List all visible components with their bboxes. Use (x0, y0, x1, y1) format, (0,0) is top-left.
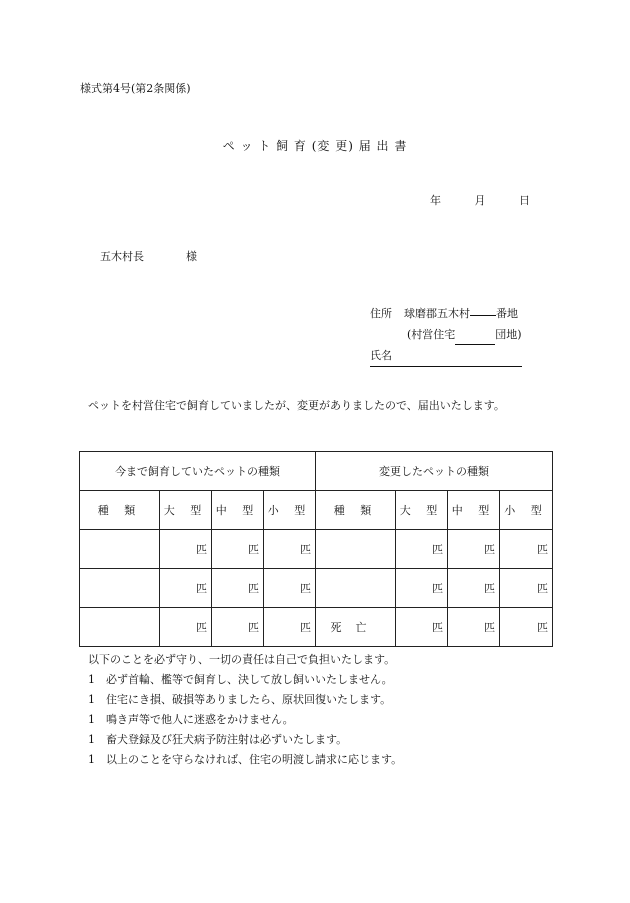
list-item: 1 以上のことを守らなければ、住宅の明渡し請求に応じます。 (88, 753, 403, 766)
count-cell[interactable]: 匹 (212, 608, 264, 647)
date-year-label: 年 (430, 194, 441, 207)
list-item: 1 鳴き声等で他人に迷惑をかけません。 (88, 713, 294, 726)
col-before-large: 大 型 (160, 491, 212, 530)
count-cell[interactable]: 匹 (448, 530, 500, 569)
count-cell[interactable]: 匹 (264, 608, 316, 647)
notes (88, 650, 402, 770)
before-header: 今まで飼育していたペットの種類 (80, 452, 316, 491)
notes-intro: 以下のことを必ず守り、一切の責任は自己で負担いたします。 (88, 653, 396, 666)
address-number-blank[interactable] (470, 303, 496, 316)
housing-line (370, 324, 522, 345)
col-before-medium: 中 型 (212, 491, 264, 530)
after-header: 変更したペットの種類 (316, 452, 553, 491)
before-kind-cell[interactable] (80, 569, 160, 608)
count-cell[interactable]: 匹 (500, 530, 553, 569)
address-line (370, 303, 522, 324)
addressee-honorific: 様 (186, 250, 197, 263)
list-item: 1 必ず首輪、檻等で飼育し、決して放し飼いいたしません。 (88, 673, 393, 686)
pet-table (79, 451, 553, 647)
count-cell[interactable]: 匹 (396, 608, 448, 647)
name-field[interactable] (370, 345, 522, 367)
count-cell[interactable]: 匹 (396, 569, 448, 608)
before-kind-cell[interactable] (80, 608, 160, 647)
date-day-label: 日 (519, 194, 530, 207)
document-title: ペ ッ ト 飼 育 (変 更) 届 出 書 (222, 139, 408, 153)
count-cell[interactable]: 匹 (396, 530, 448, 569)
statement-text: ペットを村営住宅で飼育していましたが、変更がありましたので、届出いたします。 (88, 399, 505, 412)
list-item: 1 畜犬登録及び狂犬病予防注射は必ずいたします。 (88, 733, 348, 746)
housing-close: 団地) (495, 328, 522, 341)
table-row (80, 530, 553, 569)
col-after-medium: 中 型 (448, 491, 500, 530)
table-row (80, 608, 553, 647)
count-cell[interactable]: 匹 (448, 569, 500, 608)
housing-open: (村営住宅 (407, 328, 456, 341)
count-cell[interactable]: 匹 (500, 569, 553, 608)
name-label: 氏名 (370, 349, 392, 362)
count-cell[interactable]: 匹 (160, 569, 212, 608)
before-kind-cell[interactable] (80, 530, 160, 569)
address-label: 住所 (370, 307, 392, 320)
after-kind-cell[interactable]: 死亡 (316, 608, 396, 647)
addressee (100, 248, 197, 264)
name-line (370, 345, 522, 367)
count-cell[interactable]: 匹 (500, 608, 553, 647)
after-kind-cell[interactable] (316, 569, 396, 608)
col-after-large: 大 型 (396, 491, 448, 530)
table-row (80, 569, 553, 608)
address-prefix: 球磨郡五木村 (404, 307, 470, 320)
col-after-small: 小 型 (500, 491, 553, 530)
count-cell[interactable]: 匹 (212, 569, 264, 608)
addressee-name: 五木村長 (100, 250, 144, 263)
form-number: 様式第4号(第2条関係) (80, 82, 191, 95)
date-line (430, 192, 530, 208)
col-before-small: 小 型 (264, 491, 316, 530)
count-cell[interactable]: 匹 (264, 530, 316, 569)
after-kind-cell[interactable] (316, 530, 396, 569)
count-cell[interactable]: 匹 (212, 530, 264, 569)
address-suffix: 番地 (496, 307, 518, 320)
list-item: 1 住宅にき損、破損等ありましたら、原状回復いたします。 (88, 693, 392, 706)
count-cell[interactable]: 匹 (264, 569, 316, 608)
count-cell[interactable]: 匹 (160, 608, 212, 647)
count-cell[interactable]: 匹 (160, 530, 212, 569)
col-before-kind: 種 類 (80, 491, 160, 530)
col-after-kind: 種 類 (316, 491, 396, 530)
date-month-label: 月 (474, 194, 486, 207)
applicant-block (370, 303, 522, 367)
housing-name-blank[interactable] (455, 332, 495, 345)
count-cell[interactable]: 匹 (448, 608, 500, 647)
